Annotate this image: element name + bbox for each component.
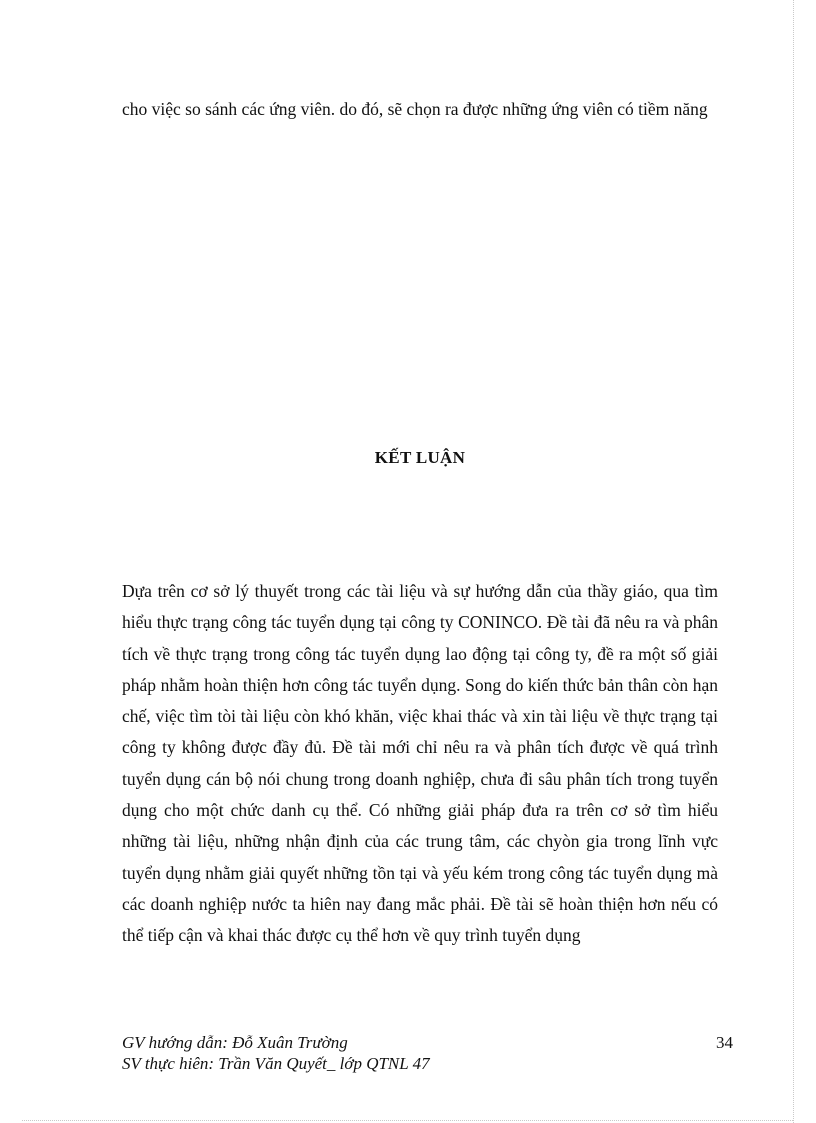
footer-supervisor: GV hướng dẫn: Đỗ Xuân Trường [122,1033,348,1052]
page-edge-bottom [22,1120,793,1121]
page-footer [122,1032,738,1074]
page-edge-right [793,0,794,1123]
footer-student: SV thực hiên: Trần Văn Quyết_ lớp QTNL 47 [122,1054,430,1073]
intro-paragraph: cho việc so sánh các ứng viên. do đó, sẽ chọn ra được những ứng viên có tiềm năng [122,99,708,119]
conclusion-paragraph: Dựa trên cơ sở lý thuyết trong các tài liệu và sự hướng dẫn của thầy giáo, qua tìm hiểu thực trạng công tác tuyển dụng tại công ty CONINCO. Đề tài đã nêu ra và phân tích về thực trạng trong công tác tuyển dụng lao động tại công ty, đề ra một số giải pháp nhằm hoàn thiện hơn công tác tuyển dụng. Song do kiến thức bản thân còn hạn chế, việc tìm tòi tài liệu còn khó khăn, việc khai thác và xin tài liệu về thực trạng tại công ty không được đầy đủ. Đề tài mới chỉ nêu ra và phân tích được về quá trình tuyển dụng cán bộ nói chung trong doanh nghiệp, chưa đi sâu phân tích trong tuyển dụng cho một chức danh cụ thể. Có những giải pháp đưa ra trên cơ sở tìm hiểu những tài liệu, những nhận định của các trung tâm, các chyòn gia trong lĩnh vực tuyển dụng nhằm giải quyết những tồn tại và yếu kém trong công tác tuyển dụng mà các doanh nghiệp nước ta hiên nay đang mắc phải. Đề tài sẽ hoàn thiện hơn nếu có thể tiếp cận và khai thác được cụ thể hơn về quy trình tuyển dụng [122,581,718,946]
section-heading: KẾT LUẬN [374,448,466,467]
page-number: 34 [716,1033,733,1052]
